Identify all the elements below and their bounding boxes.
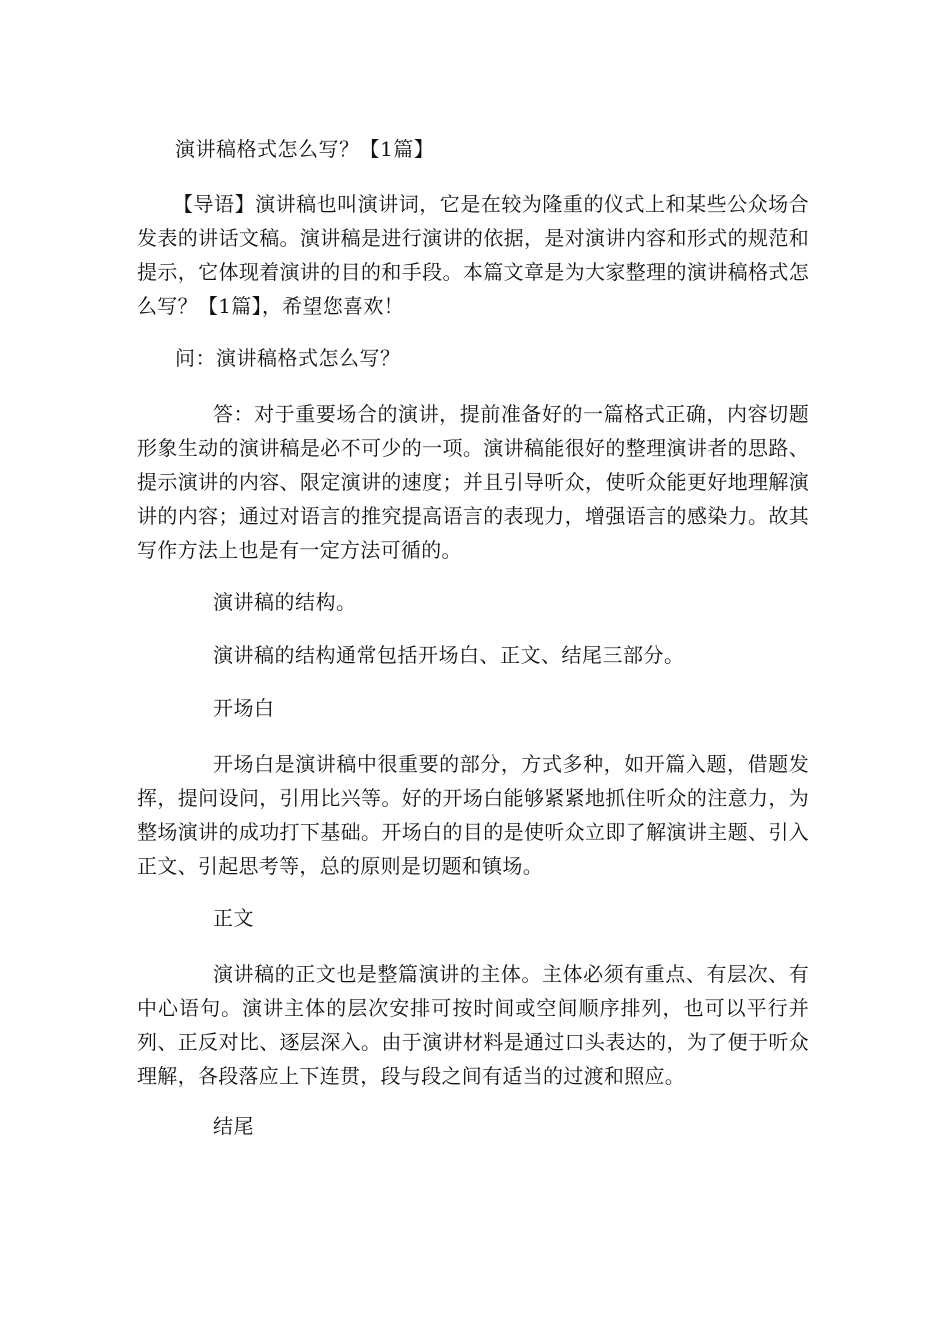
body-heading: 正文 [213, 906, 254, 930]
answer-paragraph: 答：对于重要场合的演讲，提前准备好的一篇格式正确，内容切题形象生动的演讲稿是必不可少的一项。演讲稿能很好的整理演讲者的思路、提示演讲的内容、限定演讲的速度；并且引导听众，使听众能更好地理解演讲的内容；通过对语言的推究提高语言的表现力，增强语言的感染力。故其写作方法上也是有一定方法可循的。 [137, 402, 809, 562]
question-line: 问：演讲稿格式怎么写？ [175, 346, 401, 370]
body-paragraph: 演讲稿的正文也是整篇演讲的主体。主体必须有重点、有层次、有中心语句。演讲主体的层次安排可按时间或空间顺序排列，也可以平行并列、正反对比、逐层深入。由于演讲材料是通过口头表达的，为了便于听众理解，各段落应上下连贯，段与段之间有适当的过渡和照应。 [137, 962, 809, 1088]
opening-paragraph: 开场白是演讲稿中很重要的部分，方式多种，如开篇入题，借题发挥，提问设问，引用比兴等。好的开场白能够紧紧地抓住听众的注意力，为整场演讲的成功打下基础。开场白的目的是使听众立即了解演讲主题、引入正文、引起思考等，总的原则是切题和镇场。 [137, 752, 809, 878]
ending-heading: 结尾 [213, 1114, 254, 1138]
structure-text: 演讲稿的结构通常包括开场白、正文、结尾三部分。 [213, 643, 685, 667]
intro-paragraph: 【导语】演讲稿也叫演讲词，它是在较为隆重的仪式上和某些公众场合发表的讲话文稿。演讲稿是进行演讲的依据，是对演讲内容和形式的规范和提示，它体现着演讲的目的和手段。本篇文章是为大家整理的演讲稿格式怎么写？【1篇】，希望您喜欢！ [137, 192, 809, 318]
document-title: 演讲稿格式怎么写？【1篇】 [175, 137, 435, 161]
structure-heading: 演讲稿的结构。 [213, 590, 357, 614]
opening-heading: 开场白 [213, 696, 275, 720]
